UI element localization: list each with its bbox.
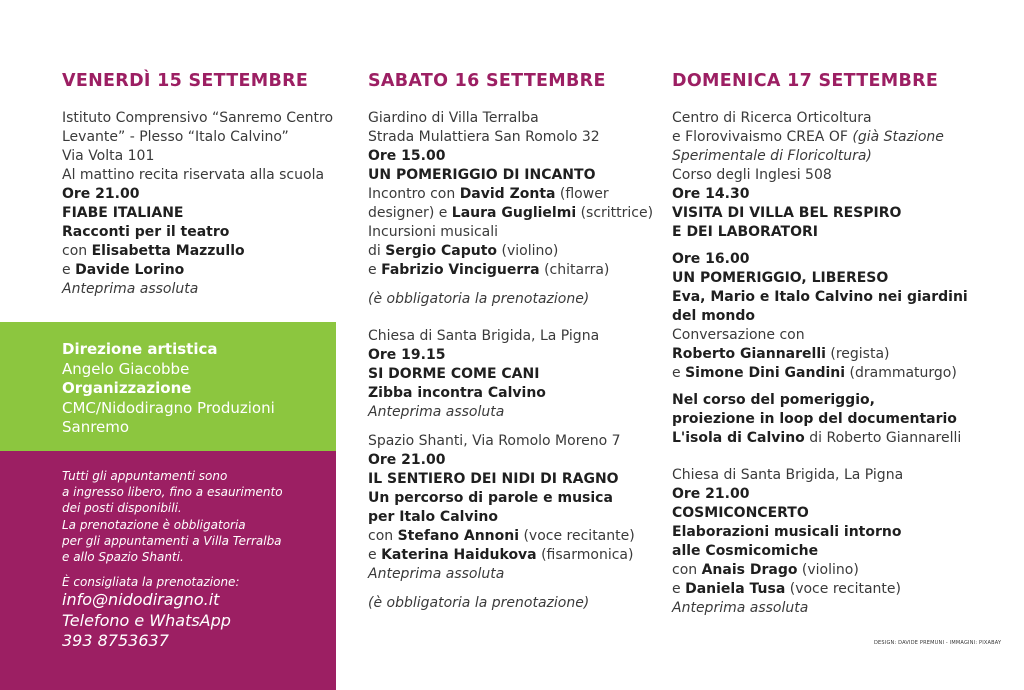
performer-name: Anais Drago <box>701 562 798 578</box>
address: Strada Mulattiera San Romolo 32 <box>368 129 600 145</box>
premiere-note: Anteprima assoluta <box>368 566 505 582</box>
guest-name: Fabrizio Vinciguerra <box>381 262 540 278</box>
event-subtitle: Eva, Mario e Italo Calvino nei giardini <box>672 289 968 305</box>
art-direction-label: Direzione artistica <box>62 340 218 358</box>
info-line: Tutti gli appuntamenti sono <box>62 469 228 483</box>
performer-name: Katerina Haidukova <box>381 547 537 563</box>
text: Incontro con <box>368 186 460 202</box>
note: Al mattino recita riservata alla scuola <box>62 167 325 183</box>
performer-name: Davide Lorino <box>75 262 185 278</box>
email-link[interactable]: info@nidodiragno.it <box>62 590 220 610</box>
venue-line: Istituto Comprensivo “Sanremo Centro <box>62 110 334 126</box>
premiere-note: Anteprima assoluta <box>368 404 505 420</box>
event-time: Ore 15.00 <box>368 148 446 164</box>
note-line <box>672 429 972 448</box>
event-subtitle: per Italo Calvino <box>368 509 498 525</box>
text: con <box>62 243 92 259</box>
day-heading-friday: VENERDÌ 15 SETTEMBRE <box>62 71 309 91</box>
info-line: e allo Spazio Shanti. <box>62 550 184 565</box>
guest-name: Laura Guglielmi <box>451 205 577 221</box>
text: designer) e <box>368 205 452 221</box>
premiere-note: Anteprima assoluta <box>62 281 199 297</box>
organization-label: Organizzazione <box>62 379 192 397</box>
event-time: Ore 21.00 <box>672 486 750 502</box>
column-sunday <box>672 70 972 618</box>
event-subtitle: Racconti per il teatro <box>62 224 230 240</box>
text: con <box>672 562 702 578</box>
event-subtitle: Zibba incontra Calvino <box>368 385 546 401</box>
text: e <box>368 547 382 563</box>
address: Corso degli Inglesi 508 <box>672 167 832 183</box>
guest-line <box>368 185 658 204</box>
day-heading-saturday: SABATO 16 SETTEMBRE <box>368 71 606 91</box>
performer-name: Daniela Tusa <box>685 581 786 597</box>
venue: Giardino di Villa Terralba <box>368 110 539 126</box>
text: di <box>368 243 386 259</box>
organization-city: Sanremo <box>62 418 130 436</box>
event-subtitle: Un percorso di parole e musica <box>368 490 613 506</box>
venue: Chiesa di Santa Brigida, La Pigna <box>368 328 600 344</box>
venue <box>672 128 972 147</box>
day-heading-sunday: DOMENICA 17 SETTEMBRE <box>672 71 939 91</box>
event-title: SI DORME COME CANI <box>368 366 540 382</box>
column-saturday <box>368 70 658 613</box>
text: (voce recitante) <box>785 581 901 597</box>
event-title: UN POMERIGGIO, LIBERESO <box>672 270 889 286</box>
address: Via Volta 101 <box>62 148 155 164</box>
organization-name: CMC/Nidodiragno Produzioni <box>62 398 275 417</box>
event-time: Ore 16.00 <box>672 251 750 267</box>
text: e Florovivaismo CREA OF <box>672 129 853 145</box>
event-subtitle: Elaborazioni musicali intorno <box>672 524 902 540</box>
event-time: Ore 21.00 <box>368 452 446 468</box>
info-line: La prenotazione è obbligatoria <box>62 517 246 532</box>
performer-line <box>368 527 658 546</box>
text: con <box>368 528 398 544</box>
note-line: proiezione in loop del documentario <box>672 411 957 427</box>
event-subtitle: alle Cosmicomiche <box>672 543 819 559</box>
text: di Roberto Giannarelli <box>804 430 962 446</box>
text: (violino) <box>497 243 559 259</box>
text: e <box>672 581 686 597</box>
performer-line <box>62 242 347 261</box>
performer-line <box>62 261 347 280</box>
booking-note: (è obbligatoria la prenotazione) <box>368 595 590 611</box>
premiere-note: Anteprima assoluta <box>672 600 809 616</box>
performer-line <box>368 546 658 565</box>
event-title: FIABE ITALIANE <box>62 205 184 221</box>
guest-name: David Zonta <box>459 186 556 202</box>
phone-link[interactable]: 393 8753637 <box>62 631 169 651</box>
guest-line <box>368 204 658 223</box>
guest-line <box>672 345 972 364</box>
booking-note: (è obbligatoria la prenotazione) <box>368 291 590 307</box>
credits-panel <box>0 322 336 451</box>
info-line: per gli appuntamenti a Villa Terralba <box>62 533 282 548</box>
info-panel <box>0 451 336 690</box>
text: (fisarmonica) <box>536 547 634 563</box>
info-line: a ingresso libero, fino a esaurimento <box>62 485 283 500</box>
performer-name: Elisabetta Mazzullo <box>91 243 245 259</box>
performer-line <box>672 580 972 599</box>
venue-note: (già Stazione <box>852 129 944 145</box>
text: (drammaturgo) <box>845 365 957 381</box>
text: (violino) <box>797 562 859 578</box>
column-friday <box>62 70 347 299</box>
text: e <box>672 365 686 381</box>
note-line: Nel corso del pomeriggio, <box>672 392 875 408</box>
venue: Chiesa di Santa Brigida, La Pigna <box>672 467 904 483</box>
text: (chitarra) <box>539 262 610 278</box>
venue-line: Levante” - Plesso “Italo Calvino” <box>62 129 289 145</box>
text-line: Incursioni musicali <box>368 224 499 240</box>
text: (voce recitante) <box>519 528 635 544</box>
guest-name: Roberto Giannarelli <box>672 346 826 362</box>
performer-line <box>672 561 972 580</box>
phone-label: Telefono e WhatsApp <box>62 610 231 630</box>
text-line: Conversazione con <box>672 327 805 343</box>
booking-advice: È consigliata la prenotazione: <box>62 575 240 590</box>
guest-line <box>368 242 658 261</box>
text: (regista) <box>825 346 890 362</box>
event-title: E DEI LABORATORI <box>672 224 819 240</box>
event-time: Ore 21.00 <box>62 186 140 202</box>
design-credit: DESIGN: DAVIDE PREMUNI - IMMAGINI: PIXABAY <box>874 640 1002 646</box>
info-line: dei posti disponibili. <box>62 501 182 516</box>
event-title: COSMICONCERTO <box>672 505 809 521</box>
event-time: Ore 14.30 <box>672 186 750 202</box>
venue: Centro di Ricerca Orticoltura <box>672 110 872 126</box>
text: e <box>62 262 76 278</box>
event-time: Ore 19.15 <box>368 347 446 363</box>
documentary-title: L'isola di Calvino <box>672 430 805 446</box>
guest-line <box>672 364 972 383</box>
guest-line <box>368 261 658 280</box>
performer-name: Stefano Annoni <box>397 528 520 544</box>
event-subtitle: del mondo <box>672 308 756 324</box>
art-direction-name: Angelo Giacobbe <box>62 359 190 378</box>
event-title: VISITA DI VILLA BEL RESPIRO <box>672 205 902 221</box>
guest-name: Simone Dini Gandini <box>685 365 846 381</box>
event-title: UN POMERIGGIO DI INCANTO <box>368 167 596 183</box>
text: e <box>368 262 382 278</box>
event-title: IL SENTIERO DEI NIDI DI RAGNO <box>368 471 619 487</box>
venue: Spazio Shanti, Via Romolo Moreno 7 <box>368 433 621 449</box>
guest-name: Sergio Caputo <box>385 243 498 259</box>
text: (scrittrice) <box>576 205 654 221</box>
text: (flower <box>555 186 609 202</box>
venue-note: Sperimentale di Floricoltura) <box>672 148 872 164</box>
